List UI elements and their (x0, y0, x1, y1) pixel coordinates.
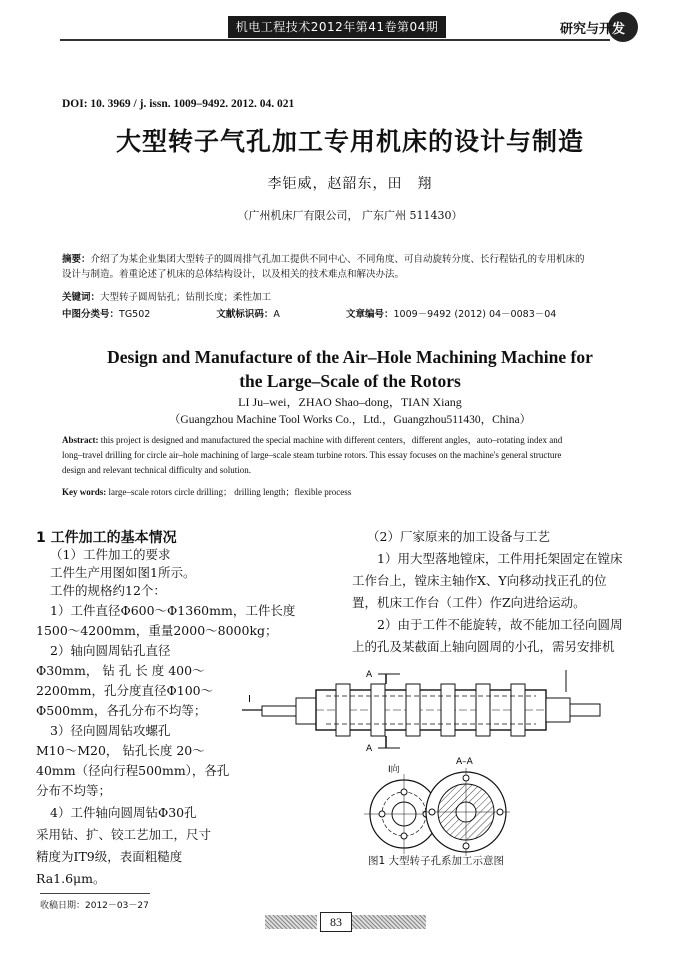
view-label-i: I (248, 694, 251, 705)
rotor-left-collar (296, 698, 316, 724)
para-rotation-line2: 上的孔及某截面上轴向圆周的小孔，需另安排机 (352, 639, 615, 654)
abstract-en-line1: this project is designed and manufactured the special machine with different centers，different angles，auto–rotating index and (98, 435, 563, 445)
rotor-right-stub (570, 704, 600, 716)
footnote-rule (40, 893, 150, 894)
rotor-disk-5 (476, 684, 490, 736)
affiliation-chinese: （广州机床厂有限公司， 广东广州 511430） (237, 209, 463, 222)
rotor-disk-4 (441, 684, 455, 736)
rotor-right-collar (546, 698, 570, 722)
authors-chinese: 李钜威，赵韶东，田 翔 (267, 176, 433, 192)
para-spec4-line4: Ra1.6μm。 (36, 871, 106, 886)
section-aa-caption: A–A (456, 757, 473, 767)
para-spec4-line2: 采用钻、扩、铰工艺加工，尺寸 (36, 827, 212, 842)
rotor-disk-3 (406, 684, 420, 736)
rotor-disk-1 (336, 684, 350, 736)
para-spec-count: 工件的规格约12个： (50, 583, 166, 598)
journal-header-bar (228, 16, 446, 38)
keywords-en-text: large–scale rotors circle drilling； drilling length；flexible process (106, 487, 352, 497)
para-drawing-ref: 工件生产用图如图1所示。 (50, 565, 196, 580)
para-boring-line2: 工作台上，镗床主轴作X、Y向移动找正孔的位 (352, 573, 607, 588)
title-english (0, 345, 700, 393)
para-spec4-line1: 4）工件轴向圆周钻Φ30孔 (50, 805, 197, 820)
title-en-line1: Design and Manufacture of the Air–Hole Machining Machine for (107, 347, 593, 367)
page-number-ornament-right (352, 915, 426, 929)
para-spec1-line1: 1）工件直径Φ600～Φ1360mm，工件长度 (50, 603, 296, 618)
section-aa-hole-4 (429, 809, 435, 815)
para-spec3-line2: M10～M20， 钻孔长度 20～ (36, 743, 205, 758)
keywords-cn-text: 大型转子圆周钻孔；钻削长度；柔性加工 (100, 292, 272, 303)
section-label-text-b: 发 (612, 22, 626, 37)
journal-issue-text: 机电工程技术2012年第41卷第04期 (235, 20, 439, 34)
para-requirements-heading: （1）工件加工的要求 (50, 547, 171, 562)
affiliation-english: （Guangzhou Machine Tool Works Co.，Ltd.，Guangzhou511430，China） (168, 414, 532, 426)
section-aa-hole-2 (497, 809, 503, 815)
view-i-hole-3 (401, 833, 407, 839)
para-spec2-line4: Φ500mm，各孔分布不均等； (36, 703, 207, 718)
received-date: 收稿日期：2012－03－27 (40, 901, 149, 911)
clc-value: TG502 (119, 309, 151, 320)
para-spec2-line1: 2）轴向圆周钻孔直径 (50, 643, 171, 658)
para-spec1-line2: 1500～4200mm，重量2000～8000kg； (36, 623, 278, 638)
rotor-disk-6 (511, 684, 525, 736)
article-number-label: 文章编号： (345, 309, 394, 320)
section-aa-hole-1 (463, 775, 469, 781)
article-meta (62, 306, 622, 320)
abstract-chinese (62, 252, 614, 282)
header-rule (60, 39, 610, 41)
rotor-machining-figure (236, 660, 636, 870)
keywords-english (62, 485, 614, 498)
para-rotation-line1: 2）由于工件不能旋转，故不能加工径向圆周 (377, 617, 623, 632)
para-spec2-line2: Φ30mm， 钻 孔 长 度 400～ (36, 663, 205, 678)
para-spec3-line1: 3）径向圆周钻攻螺孔 (50, 723, 171, 738)
doi: DOI: 10. 3969 / j. issn. 1009–9492. 2012. 04. 021 (62, 98, 295, 110)
para-spec2-line3: 2200mm，孔分度直径Φ100～ (36, 683, 214, 698)
para-spec4-line3: 精度为IT9级，表面粗糙度 (36, 849, 183, 864)
abstract-en-line2: long–travel drilling for circle air–hole machining of large–scale steam turbine rotors. This essay focuses on the machine's general structure (62, 450, 562, 460)
section-label-a-top: A (366, 670, 373, 680)
abstract-cn-label: 摘要： (62, 254, 91, 265)
section-label-text-a: 研究与开 (560, 22, 613, 37)
para-boring-line1: 1）用大型落地镗床，工件用托架固定在镗床 (377, 551, 623, 566)
para-spec3-line4: 分布不均等； (36, 783, 112, 798)
section-label-a-bottom: A (366, 744, 373, 754)
clc-label: 中图分类号： (62, 309, 120, 320)
keywords-en-label: Key words: (62, 487, 107, 497)
doc-code-label: 文献标识码： (216, 309, 274, 320)
view-i-hole-1 (401, 789, 407, 795)
abstract-en-line3: design and relevant technical difficulty and solution. (62, 465, 252, 475)
para-boring-line3: 置，机床工作台（工件）作Z向进给运动。 (352, 595, 586, 610)
view-i-caption: I向 (388, 765, 400, 775)
doc-code-value: A (273, 309, 280, 320)
view-i-hole-4 (379, 811, 385, 817)
abstract-english (62, 433, 614, 478)
page-number: 83 (320, 912, 352, 932)
para-spec3-line3: 40mm（径向行程500mm），各孔 (36, 763, 230, 778)
article-number-value: 1009－9492 (2012) 04－0083－04 (393, 309, 557, 320)
section-label (560, 18, 640, 42)
abstract-cn-line2: 设计与制造。着重论述了机床的总体结构设计，以及相关的技术难点和解决办法。 (62, 269, 405, 280)
section-heading: 1 工件加工的基本情况 (36, 530, 177, 546)
authors-english: LI Ju–wei，ZHAO Shao–dong，TIAN Xiang (238, 395, 462, 409)
abstract-en-label: Abstract: (62, 435, 99, 445)
para-original-equipment-heading: （2）厂家原来的加工设备与工艺 (367, 529, 550, 544)
rotor-left-stub (262, 706, 296, 716)
figure-caption: 图1 大型转子孔系加工示意图 (368, 855, 505, 867)
title-en-line2: the Large–Scale of the Rotors (239, 371, 461, 391)
page-number-ornament-left (265, 915, 317, 929)
keywords-chinese (62, 289, 614, 303)
section-aa-hole-3 (463, 843, 469, 849)
title-chinese: 大型转子气孔加工专用机床的设计与制造 (115, 127, 584, 156)
rotor-disk-2 (371, 684, 385, 736)
abstract-cn-line1: 介绍了为某企业集团大型转子的圆周排气孔加工提供不同中心、不同角度、可自动旋转分度、长行程钻孔的专用机床的 (90, 254, 585, 265)
keywords-cn-label: 关键词： (62, 292, 101, 303)
